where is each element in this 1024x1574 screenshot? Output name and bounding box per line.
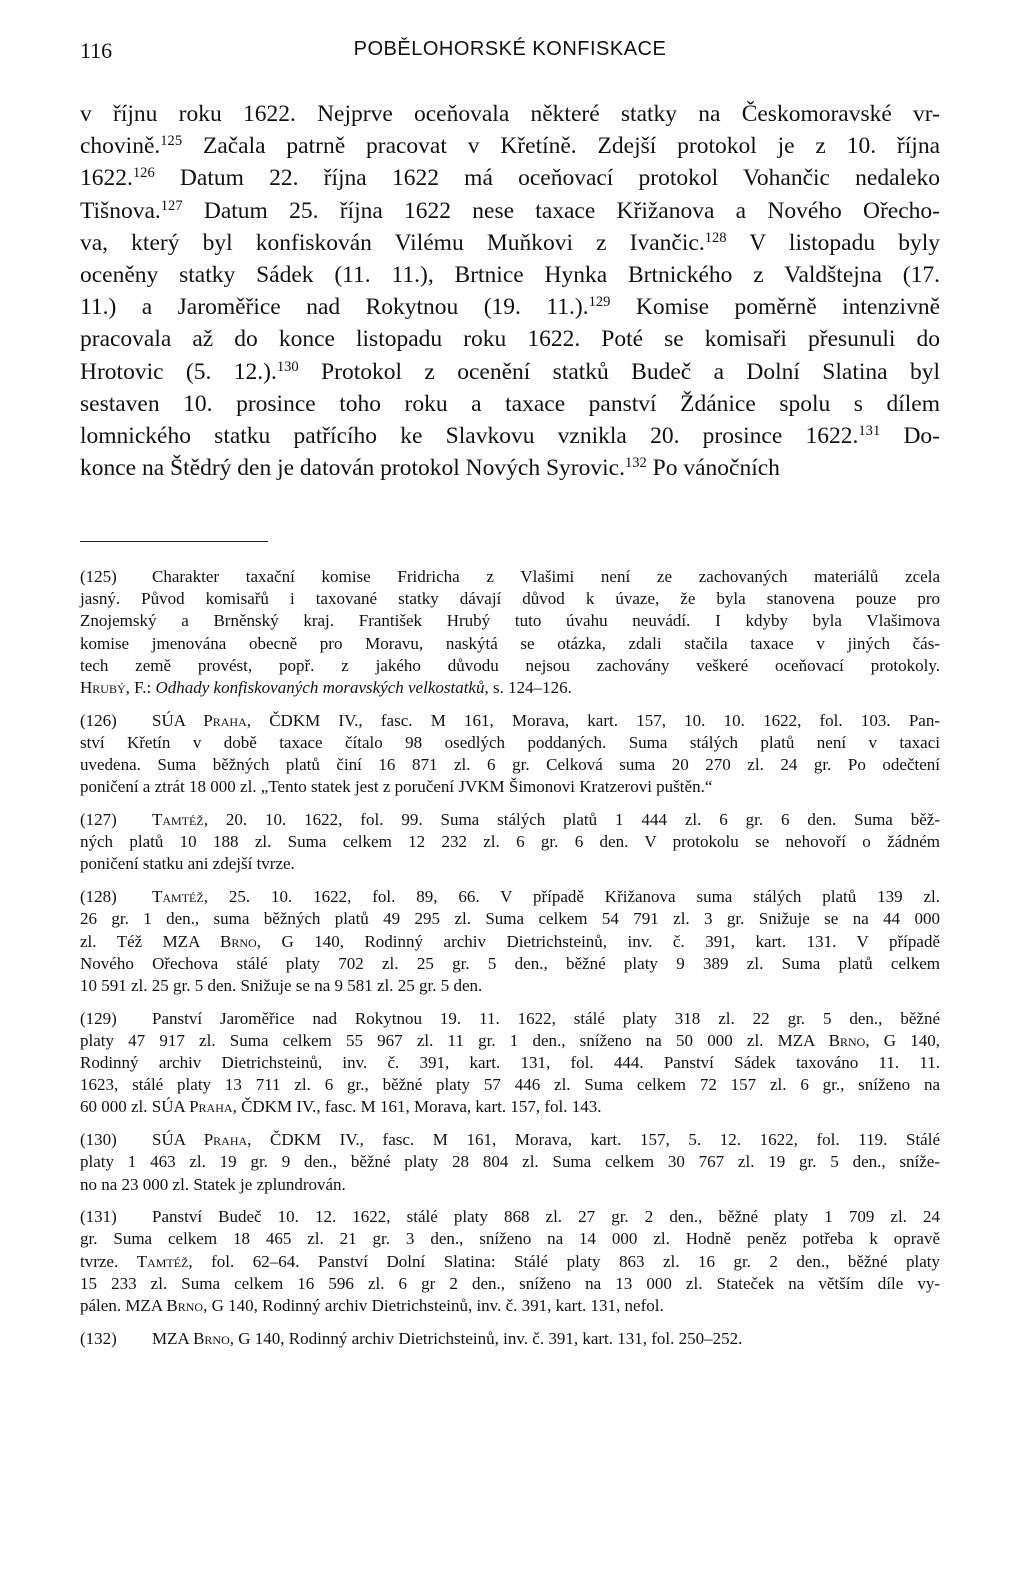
text-run: 26 gr. 1 den., suma běžných platů 49 295 zl. Suma celkem 54 791 zl. 3 gr. Snižuje se na 44 000	[80, 909, 940, 929]
footnote-line	[80, 1008, 940, 1030]
footnote	[80, 886, 940, 997]
running-head: POBĚLOHORSKÉ KONFISKACE	[353, 38, 667, 60]
footnote	[80, 1008, 940, 1119]
footnote-line	[80, 953, 940, 975]
footnote-ref: 130	[276, 358, 299, 375]
text-run: Hrotovic (5. 12.).	[80, 358, 277, 385]
text-run: poničení statku ani zdejší tvrze.	[80, 854, 295, 874]
text-run: , ČDKM IV., fasc. M 161, Morava, kart. 157, 5. 12. 1622, fol. 119. Stálé	[247, 1130, 940, 1150]
text-run: tech země provést, popř. z jakého důvodu nejsou zachovány veškeré oceňovací protokoly.	[80, 655, 940, 675]
footnote-line	[80, 931, 940, 953]
footnote-separator	[80, 541, 268, 542]
text-line	[80, 195, 940, 227]
small-caps-run: Brno	[193, 1328, 230, 1348]
footnote-line	[80, 754, 940, 776]
text-run: SÚA	[152, 1130, 204, 1150]
footnote-line	[80, 588, 940, 610]
footnote-line	[80, 732, 940, 754]
page-header	[80, 38, 940, 68]
text-run: Charakter taxační komise Fridricha z Vlašimi není ze zachovaných materiálů zcela	[152, 567, 940, 586]
text-run: pálen. MZA	[80, 1296, 167, 1316]
small-caps-run: Praha	[189, 1097, 233, 1117]
footnote-number: (128)	[80, 887, 117, 907]
text-run: konce na Štědrý den je datován protokol Nových Syrovic.	[80, 455, 625, 482]
footnote-number: (131)	[80, 1207, 117, 1227]
footnote-line	[80, 1074, 940, 1096]
small-caps-run: Tamtéž	[152, 810, 204, 830]
footnote-ref: 131	[858, 423, 881, 440]
footnote-number: (129)	[80, 1008, 117, 1028]
footnotes	[80, 566, 940, 1361]
text-run: Začala patrně pracovat v Křetíně. Zdejší protokol je z 10. října	[182, 133, 940, 160]
footnote-line	[80, 1151, 940, 1173]
text-line	[80, 162, 940, 194]
text-line	[80, 227, 940, 259]
text-run: 15 233 zl. Suma celkem 16 596 zl. 6 gr 2 den., sníženo na 13 000 zl. Stateček na větším díle vy-	[80, 1273, 940, 1293]
footnote-line	[80, 1052, 940, 1074]
footnote-line	[80, 1030, 940, 1052]
footnote-ref: 129	[588, 294, 611, 311]
footnote-line	[80, 566, 940, 588]
footnote	[80, 1129, 940, 1196]
text-run: V listopadu byly	[726, 229, 940, 256]
text-line	[80, 291, 940, 323]
footnote-number: (130)	[80, 1130, 117, 1150]
text-run: Datum 25. října 1622 nese taxace Křižanova a Nového Ořecho-	[182, 197, 940, 224]
footnote	[80, 566, 940, 699]
main-text	[80, 98, 940, 484]
text-run: Panství Budeč 10. 12. 1622, stálé platy 868 zl. 27 gr. 2 den., běžné platy 1 709 zl. 24	[152, 1207, 940, 1227]
text-run: gr. Suma celkem 18 465 zl. 21 gr. 3 den., sníženo na 14 000 zl. Hodně peněz potřeba k opravě	[80, 1229, 940, 1249]
text-run: SÚA	[152, 710, 204, 730]
footnote-number: (132)	[80, 1328, 117, 1348]
text-run: 11.) a Jaroměřice nad Rokytnou (19. 11.).	[80, 294, 589, 321]
footnote-number: (127)	[80, 810, 117, 830]
footnote-number: (126)	[80, 710, 117, 730]
text-run: , G 140, Rodinný archiv Dietrichsteinů, inv. č. 391, kart. 131. V případě	[256, 931, 940, 951]
text-run: 1622.	[80, 165, 133, 192]
text-run: 10 591 zl. 25 gr. 5 den. Snižuje se na 9 581 zl. 25 gr. 5 den.	[80, 975, 483, 995]
small-caps-run: Tamtéž	[152, 887, 204, 907]
footnote-line	[80, 809, 940, 831]
text-run: , 25. 10. 1622, fol. 89, 66. V případě Křižanova suma stálých platů 139 zl.	[203, 887, 940, 907]
small-caps-run: Tamtéž	[136, 1251, 189, 1271]
text-line	[80, 452, 940, 484]
footnote-line	[80, 908, 940, 930]
footnote-ref: 128	[704, 229, 727, 246]
footnote-line	[80, 1206, 940, 1228]
page-number: 116	[80, 38, 113, 63]
text-run: Protokol z ocenění statků Budeč a Dolní Slatina byl	[298, 358, 940, 385]
footnote-line	[80, 1174, 940, 1196]
text-run: 1623, stálé platy 13 711 zl. 6 gr., běžné platy 57 446 zl. Suma celkem 72 157 zl. 6 gr., sníženo na	[80, 1075, 940, 1095]
footnote	[80, 710, 940, 799]
text-run: , ČDKM IV., fasc. M 161, Morava, kart. 157, fol. 143.	[232, 1097, 602, 1117]
footnote-line	[80, 655, 940, 677]
footnote-line	[80, 886, 940, 908]
text-line	[80, 98, 940, 130]
text-run: oceněny statky Sádek (11. 11.), Brtnice Hynka Brtnického z Valdštejna (17.	[80, 262, 940, 289]
footnote-line	[80, 633, 940, 655]
footnote-line	[80, 1251, 940, 1273]
text-run: zl. Též MZA	[80, 931, 221, 951]
text-run: Do-	[880, 423, 940, 450]
text-run: sestaven 10. prosince toho roku a taxace panství Ždánice spolu s dílem	[80, 390, 940, 417]
text-run: , s. 124–126.	[484, 678, 572, 698]
footnote-line	[80, 975, 940, 997]
text-run: ných platů 10 188 zl. Suma celkem 12 232 zl. 6 gr. 6 den. V protokolu se nehovoří o žádném	[80, 832, 940, 852]
italic-title: Odhady konfiskovaných moravských velkostatků	[155, 678, 485, 698]
text-run: :	[146, 678, 156, 698]
footnote-line	[80, 1328, 940, 1350]
text-run: , G 140, Rodinný archiv Dietrichsteinů, inv. č. 391, kart. 131, nefol.	[203, 1296, 664, 1316]
text-run: v říjnu roku 1622. Nejprve oceňovala některé statky na Českomoravské vr-	[80, 101, 940, 127]
text-run: jasný. Původ komisařů i taxované statky dávají důvod k úvaze, že byla stanovena pouze pro	[80, 589, 940, 609]
footnote-line	[80, 1129, 940, 1151]
footnote-line	[80, 610, 940, 632]
text-line	[80, 420, 940, 452]
text-run: uvedena. Suma běžných platů činí 16 871 zl. 6 gr. Celková suma 20 270 zl. 24 gr. Po odečtení	[80, 755, 940, 775]
text-run: Znojemský a Brněnský kraj. František Hrubý tuto úvahu neuvádí. I kdyby byla Vlašimova	[80, 611, 940, 631]
text-run: , G 140, Rodinný archiv Dietrichsteinů, inv. č. 391, kart. 131, fol. 250–252.	[229, 1328, 743, 1348]
text-run: ství Křetín v době taxace čítalo 98 osedlých poddaných. Suma stálých platů není v taxaci	[80, 732, 940, 752]
footnote-ref: 127	[160, 197, 183, 214]
small-caps-run: Brno	[828, 1030, 866, 1050]
text-run: platy 1 463 zl. 19 gr. 9 den., běžné platy 28 804 zl. Suma celkem 30 767 zl. 19 gr. 5 den., sníže-	[80, 1152, 940, 1172]
footnote-line	[80, 1096, 940, 1118]
small-caps-run: Praha	[203, 710, 247, 730]
text-run: 60 000 zl. SÚA	[80, 1097, 190, 1117]
text-run: Komise poměrně intenzivně	[610, 294, 940, 321]
footnote	[80, 1206, 940, 1317]
small-caps-run: Hrubý, F.	[80, 678, 147, 698]
text-run: lomnického statku patřícího ke Slavkovu vznikla 20. prosince 1622.	[80, 423, 859, 450]
text-run: Rodinný archiv Dietrichsteinů, inv. č. 391, kart. 131, fol. 444. Panství Sádek taxováno 11. 11.	[80, 1053, 940, 1073]
text-run: platy 47 917 zl. Suma celkem 55 967 zl. 11 gr. 1 den., sníženo na 50 000 zl. MZA	[80, 1030, 829, 1050]
text-run: , G 140,	[865, 1030, 940, 1050]
text-run: Nového Ořechova stálé platy 702 zl. 25 gr. 5 den., běžné platy 9 389 zl. Suma platů celkem	[80, 953, 940, 973]
text-run: chovině.	[80, 133, 161, 160]
text-line	[80, 356, 940, 388]
text-run: Po vánočních	[646, 455, 780, 482]
text-run: , fol. 62–64. Panství Dolní Slatina: Stálé platy 863 zl. 16 gr. 2 den., běžné platy	[188, 1251, 940, 1271]
footnote-line	[80, 831, 940, 853]
footnote	[80, 1328, 940, 1350]
text-line	[80, 323, 940, 355]
small-caps-run: Brno	[220, 931, 257, 951]
text-run: poničení a ztrát 18 000 zl. „Tento statek jest z poručení JVKM Šimonovi Kratzerovi puštěn.“	[80, 777, 713, 797]
small-caps-run: Brno	[166, 1296, 204, 1316]
text-run: Panství Jaroměřice nad Rokytnou 19. 11. 1622, stálé platy 318 zl. 22 gr. 5 den., běžné	[152, 1008, 940, 1028]
text-run: MZA	[152, 1328, 194, 1348]
text-run: no na 23 000 zl. Statek je zplundrován.	[80, 1174, 346, 1194]
text-line	[80, 130, 940, 162]
text-run: tvrze.	[80, 1251, 137, 1271]
text-run: , 20. 10. 1622, fol. 99. Suma stálých platů 1 444 zl. 6 gr. 6 den. Suma běž-	[203, 810, 940, 830]
footnote-number: (125)	[80, 567, 117, 586]
footnote-line	[80, 853, 940, 875]
text-run: komise jmenována obecně pro Moravu, naskýtá se otázka, zdali stačila taxace v jiných čás-	[80, 633, 940, 653]
footnote-line	[80, 710, 940, 732]
footnote-line	[80, 677, 940, 699]
text-run: va, který byl konfiskován Vilému Muňkovi z Ivančic.	[80, 229, 705, 256]
footnote-line	[80, 1273, 940, 1295]
footnote-line	[80, 1228, 940, 1250]
footnote-line	[80, 1295, 940, 1317]
footnote-line	[80, 776, 940, 798]
footnote-ref: 126	[132, 165, 155, 182]
small-caps-run: Praha	[203, 1130, 248, 1150]
text-run: Datum 22. října 1622 má oceňovací protokol Vohančic nedaleko	[154, 165, 940, 192]
text-line	[80, 388, 940, 420]
footnote	[80, 809, 940, 876]
footnote-ref: 132	[624, 455, 647, 472]
text-run: Tišnova.	[80, 197, 161, 224]
text-run: pracovala až do konce listopadu roku 1622. Poté se komisaři přesunuli do	[80, 326, 940, 353]
text-line	[80, 259, 940, 291]
footnote-ref: 125	[160, 133, 183, 150]
text-run: , ČDKM IV., fasc. M 161, Morava, kart. 157, 10. 10. 1622, fol. 103. Pan-	[246, 710, 940, 730]
